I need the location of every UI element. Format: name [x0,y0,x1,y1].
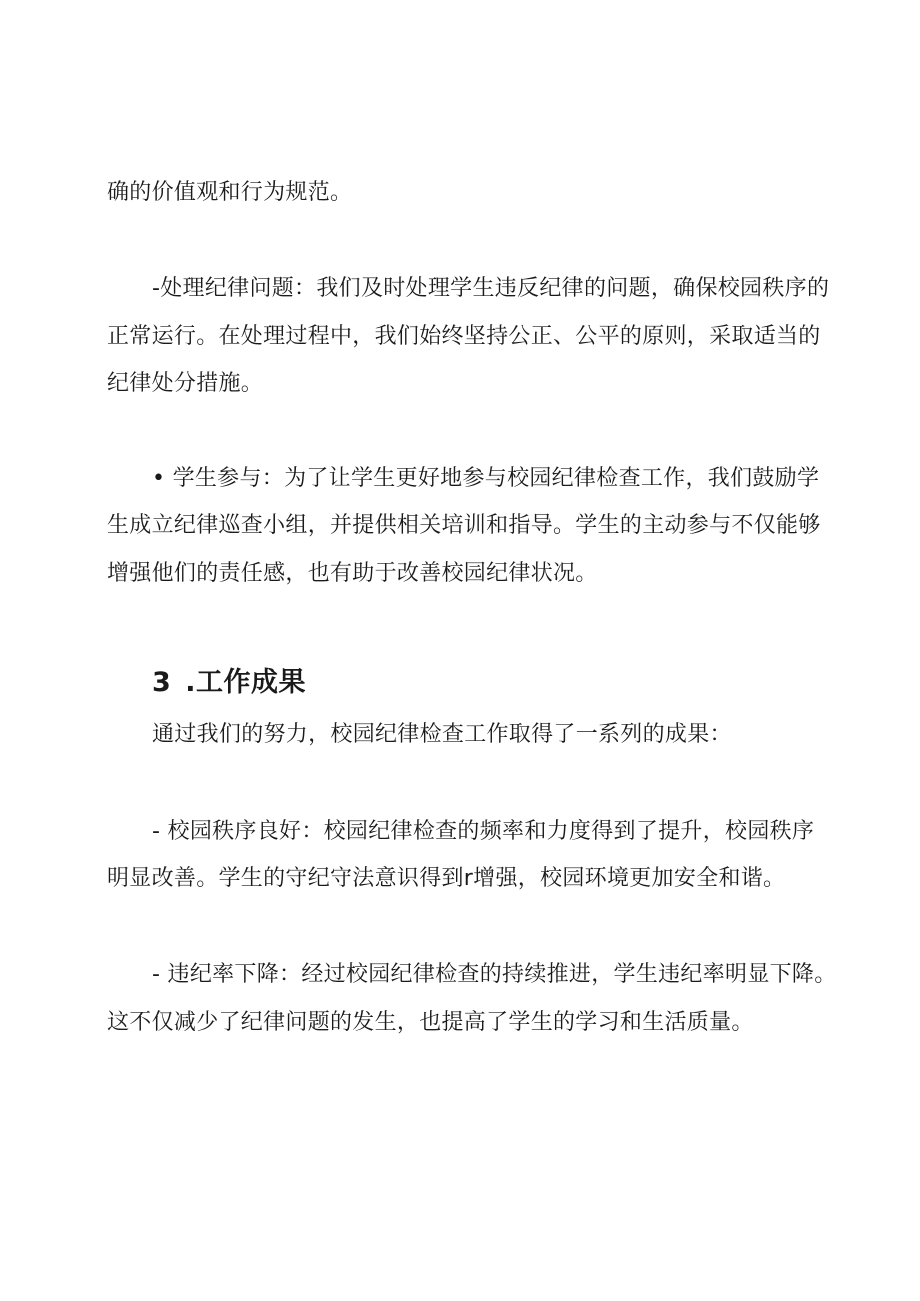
paragraph-1-line-1: 确的价值观和行为规范。 [107,180,353,205]
paragraph-6-line-1: - 违纪率下降：经过校园纪律检查的持续推进，学生违纪率明显下降。 [152,962,837,987]
paragraph-5-line-1: - 校园秩序良好：校园纪律检查的频率和力度得到了提升，校园秩序 [152,819,815,844]
paragraph-2-line-1: -处理纪律问题：我们及时处理学生违反纪律的问题，确保校园秩序的 [152,276,830,301]
paragraph-6-line-2: 这不仅减少了纪律问题的发生，也提高了学生的学习和生活质量。 [107,1010,754,1035]
paragraph-2-line-3: 纪律处分措施。 [107,371,264,396]
paragraph-4-line-1: 通过我们的努力，校园纪律检查工作取得了一系列的成果： [152,722,732,747]
paragraph-3-line-2: 生成立纪律巡查小组，并提供相关培训和指导。学生的主动参与不仅能够 [107,513,821,538]
section-title: .工作成果 [185,667,307,698]
paragraph-3-line-1: • 学生参与：为了让学生更好地参与校园纪律检查工作，我们鼓励学 [152,466,820,491]
paragraph-5-line-2: 明显改善。学生的守纪守法意识得到r增强，校园环境更加安全和谐。 [107,866,786,891]
section-3-heading [152,666,306,700]
paragraph-2-line-2: 正常运行。在处理过程中，我们始终坚持公正、公平的原则，采取适当的 [107,324,821,349]
section-number: 3 [152,667,172,698]
paragraph-3-line-3: 增强他们的责任感，也有助于改善校园纪律状况。 [107,561,598,586]
